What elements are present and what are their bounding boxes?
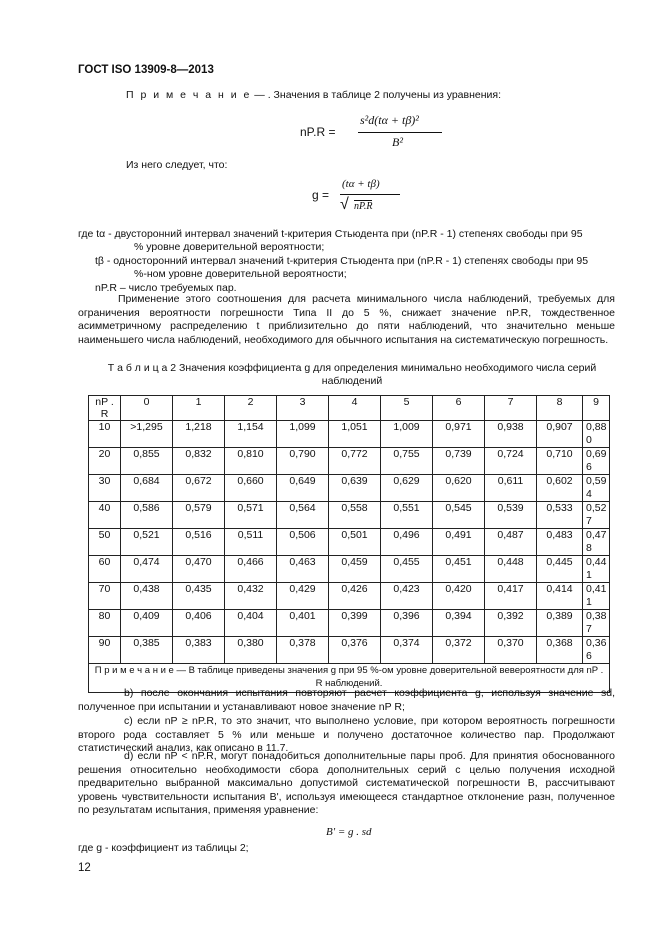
table-cell: 0,539 (485, 502, 537, 529)
formula-1-denominator: B² (392, 135, 403, 149)
note-1 (126, 89, 501, 101)
table-cell: 0,448 (485, 556, 537, 583)
table-cell: 0,366 (583, 637, 610, 664)
table-cell: 0,810 (225, 448, 277, 475)
row-n-cell: 60 (89, 556, 121, 583)
column-header: 2 (225, 396, 277, 421)
table-cell: 0,790 (277, 448, 329, 475)
row-n-cell: 30 (89, 475, 121, 502)
column-header: 3 (277, 396, 329, 421)
table-cell: 0,420 (433, 583, 485, 610)
table-cell: 0,474 (121, 556, 173, 583)
table-cell: 1,218 (173, 421, 225, 448)
column-header: 5 (381, 396, 433, 421)
where-line-5: nP.R – число требуемых пар. (95, 282, 237, 294)
table-cell: 0,459 (329, 556, 381, 583)
table-cell: 0,372 (433, 637, 485, 664)
table-cell: 0,684 (121, 475, 173, 502)
row-n-cell: 70 (89, 583, 121, 610)
table-cell: 0,368 (537, 637, 583, 664)
where-line-4: %-ном уровне доверительной вероятности; (134, 268, 347, 280)
table-cell: >1,295 (121, 421, 173, 448)
table-cell: 0,629 (381, 475, 433, 502)
table-cell: 1,051 (329, 421, 381, 448)
row-n-cell: 20 (89, 448, 121, 475)
column-header: 6 (433, 396, 485, 421)
table-cell: 0,441 (583, 556, 610, 583)
table-cell: 0,506 (277, 529, 329, 556)
paragraph-c: c) если nP ≥ nP.R, то это значит, что выполнено условие, при котором вероятность погрешности второго рода составляет 5 % или меньше и получено достаточное количество пар. Продолжают статистический анализ, как описано в 11.7. (78, 715, 615, 754)
table-cell: 0,571 (225, 502, 277, 529)
table-cell: 0,429 (277, 583, 329, 610)
table-row (89, 529, 610, 556)
row-n-cell: 90 (89, 637, 121, 664)
table-cell: 0,521 (121, 529, 173, 556)
table-cell: 0,545 (433, 502, 485, 529)
table-cell: 0,971 (433, 421, 485, 448)
formula-2-denominator: nP.R (354, 201, 373, 212)
row-n-cell: 80 (89, 610, 121, 637)
table-cell: 0,455 (381, 556, 433, 583)
table-cell: 0,649 (277, 475, 329, 502)
paragraph-b: b) после окончания испытания повторяют расчет коэффициента g, используя значение sd, полученное при испытании и устанавливают новое значение nP R; (78, 687, 615, 713)
paragraph-application: Применение этого соотношения для расчета минимального числа наблюдений, требуемых для ограничения вероятности погрешности Типа II до 5 %, снижает значение nP.R, тождественное асимметричному распределению t приблизительно до пяти наблюдений, что значительно меньше наименьшего числа наблюдений, необходимого для обычного испытания на систематическую погрешность. (78, 293, 615, 346)
table-cell: 0,620 (433, 475, 485, 502)
where-line-3: tβ - односторонний интервал значений t-критерия Стьюдента при (nP.R - 1) степенях свободы при 95 (95, 255, 589, 267)
table-note: П р и м е ч а н и е — В таблице приведены значения g при 95 %-ом уровне доверительной вевероятности для nP . R наблюдений. (89, 664, 610, 693)
follows-text: Из него следует, что: (126, 159, 228, 171)
table-cell: 0,478 (583, 529, 610, 556)
table-cell: 0,385 (121, 637, 173, 664)
table-cell: 0,438 (121, 583, 173, 610)
table-cell: 0,772 (329, 448, 381, 475)
row-n-cell: 40 (89, 502, 121, 529)
formula-1 (300, 113, 500, 153)
fraction-bar (358, 132, 442, 133)
table-row (89, 475, 610, 502)
table-row (89, 556, 610, 583)
table-header-row (89, 396, 610, 421)
sqrt-icon: √ (340, 196, 349, 213)
page-number: 12 (78, 862, 91, 874)
column-header: 0 (121, 396, 173, 421)
table-cell: 0,602 (537, 475, 583, 502)
table-cell: 0,411 (583, 583, 610, 610)
where-line-g: где g - коэффициент из таблицы 2; (78, 842, 249, 854)
table-cell: 0,451 (433, 556, 485, 583)
table-row (89, 448, 610, 475)
table-cell: 0,370 (485, 637, 537, 664)
table-cell: 0,435 (173, 583, 225, 610)
table-cell: 0,409 (121, 610, 173, 637)
table-cell: 0,533 (537, 502, 583, 529)
table-cell: 1,099 (277, 421, 329, 448)
table-cell: 0,611 (485, 475, 537, 502)
table-cell: 1,009 (381, 421, 433, 448)
table-cell: 0,380 (225, 637, 277, 664)
table-cell: 0,387 (583, 610, 610, 637)
table-cell: 0,463 (277, 556, 329, 583)
table-cell: 0,378 (277, 637, 329, 664)
table-cell: 0,487 (485, 529, 537, 556)
table-cell: 0,414 (537, 583, 583, 610)
table-cell: 0,389 (537, 610, 583, 637)
table-cell: 0,392 (485, 610, 537, 637)
table-cell: 0,406 (173, 610, 225, 637)
formula-3: B' = g . sd (326, 826, 372, 838)
formula-2 (312, 178, 412, 220)
table-cell: 0,394 (433, 610, 485, 637)
table-cell: 0,376 (329, 637, 381, 664)
table-cell: 0,594 (583, 475, 610, 502)
table-caption: Т а б л и ц а 2 Значения коэффициента g для определения минимально необходимого числа серий наблюдений (107, 362, 597, 387)
note-label: П р и м е ч а н и е (126, 89, 252, 101)
table-cell: 0,432 (225, 583, 277, 610)
where-line-2: % уровне доверительной вероятности; (134, 241, 325, 253)
table-cell: 0,880 (583, 421, 610, 448)
table-row (89, 583, 610, 610)
table-cell: 0,907 (537, 421, 583, 448)
formula-1-numerator: s²d(tα + tβ)² (360, 113, 419, 127)
table-cell: 0,501 (329, 529, 381, 556)
table-cell: 0,938 (485, 421, 537, 448)
table-cell: 0,426 (329, 583, 381, 610)
table-row (89, 610, 610, 637)
formula-1-lhs: nP.R = (300, 125, 336, 139)
table-row (89, 502, 610, 529)
table-cell: 0,516 (173, 529, 225, 556)
column-header: 9 (583, 396, 610, 421)
table-cell: 0,739 (433, 448, 485, 475)
column-header: 4 (329, 396, 381, 421)
table-cell: 0,832 (173, 448, 225, 475)
row-n-cell: 10 (89, 421, 121, 448)
table-row (89, 637, 610, 664)
column-header: 7 (485, 396, 537, 421)
table-cell: 0,383 (173, 637, 225, 664)
where-line-1: где tα - двусторонний интервал значений t-критерия Стьюдента при (nP.R - 1) степенях свободы при 95 (78, 228, 583, 240)
table-cell: 0,660 (225, 475, 277, 502)
formula-2-numerator: (tα + tβ) (342, 178, 380, 190)
table-cell: 0,423 (381, 583, 433, 610)
table-cell: 0,374 (381, 637, 433, 664)
table-row (89, 421, 610, 448)
table-corner-cell: nP . R (89, 396, 121, 421)
column-header: 8 (537, 396, 583, 421)
table-cell: 0,755 (381, 448, 433, 475)
table-cell: 0,579 (173, 502, 225, 529)
table-cell: 0,404 (225, 610, 277, 637)
table-cell: 0,672 (173, 475, 225, 502)
note-text: — . Значения в таблице 2 получены из уравнения: (251, 89, 501, 101)
table-cell: 0,639 (329, 475, 381, 502)
table-cell: 0,417 (485, 583, 537, 610)
table-cell: 0,466 (225, 556, 277, 583)
table-cell: 0,470 (173, 556, 225, 583)
table-cell: 0,564 (277, 502, 329, 529)
table-cell: 0,724 (485, 448, 537, 475)
table-cell: 0,527 (583, 502, 610, 529)
table-cell: 0,401 (277, 610, 329, 637)
column-header: 1 (173, 396, 225, 421)
table-cell: 0,399 (329, 610, 381, 637)
table-cell: 0,496 (381, 529, 433, 556)
document-header: ГОСТ ISO 13909-8—2013 (78, 64, 214, 76)
table-cell: 0,511 (225, 529, 277, 556)
table-cell: 0,483 (537, 529, 583, 556)
table-cell: 0,855 (121, 448, 173, 475)
paragraph-d: d) если nP < nP.R, могут понадобиться дополнительные пары проб. Для принятия обоснованного решения относительно необходимости сбора дополнительных серий с целью получения исходной предварительно выбранной максимально допустимой систематической погрешности B, рассчитывают уровень чувствительности испытания B', используя имеющееся стандартное отклонение разн, полученное по результатам испытания, применяя уравнение: (78, 750, 615, 816)
table-cell: 0,396 (381, 610, 433, 637)
table-cell: 1,154 (225, 421, 277, 448)
table-cell: 0,558 (329, 502, 381, 529)
table-cell: 0,551 (381, 502, 433, 529)
table-cell: 0,491 (433, 529, 485, 556)
table-cell: 0,696 (583, 448, 610, 475)
fraction-bar (340, 194, 400, 195)
formula-2-lhs: g = (312, 188, 330, 202)
table-cell: 0,586 (121, 502, 173, 529)
row-n-cell: 50 (89, 529, 121, 556)
table-cell: 0,445 (537, 556, 583, 583)
table-cell: 0,710 (537, 448, 583, 475)
coefficient-table (88, 395, 610, 693)
